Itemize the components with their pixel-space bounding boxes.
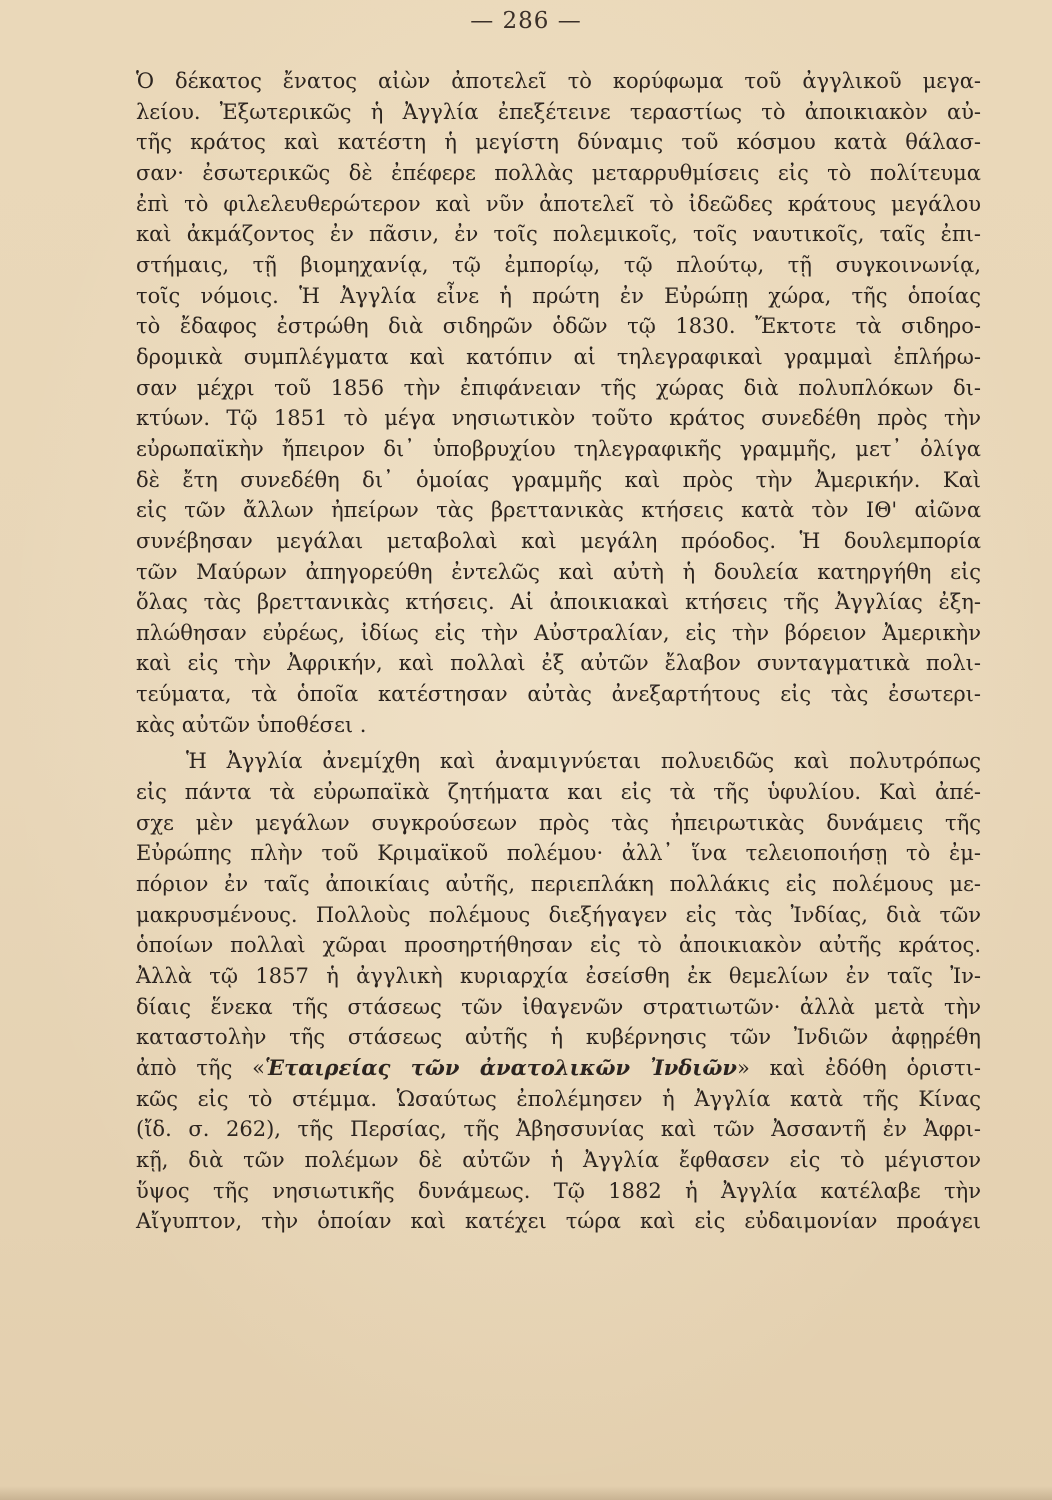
text-line: εὐρωπαϊκὴν ἤπειρον δι᾽ ὑποβρυχίου τηλεγραφικῆς γραμμῆς, μετ᾽ ὀλίγα <box>136 436 981 461</box>
text-line: ὕψος τῆς νησιωτικῆς δυνάμεως. Τῷ 1882 ἡ Ἀγγλία κατέλαβε τὴν <box>136 1178 981 1203</box>
text-line: σαν· ἐσωτερικῶς δὲ ἐπέφερε πολλὰς μεταρρυθμίσεις εἰς τὸ πολίτευμα <box>136 160 981 185</box>
paragraph-1 <box>136 66 981 740</box>
line-prefix: ἀπὸ τῆς « <box>136 1056 265 1080</box>
text-line: τεύματα, τὰ ὁποῖα κατέστησαν αὐτὰς ἀνεξαρτήτους εἰς τὰς ἐσωτερι- <box>136 682 981 707</box>
text-line: στήμαις, τῇ βιομηχανίᾳ, τῷ ἐμπορίῳ, τῷ πλούτῳ, τῇ συγκοινωνίᾳ, <box>136 252 981 277</box>
text-line: λείου. Ἐξωτερικῶς ἡ Ἀγγλία ἐπεξέτεινε τεραστίως τὸ ἀποικιακὸν αὐ- <box>136 99 981 124</box>
page-number: — 286 — <box>470 8 582 34</box>
text-line: κῶς εἰς τὸ στέμμα. Ὡσαύτως ἐπολέμησεν ἡ Ἀγγλία κατὰ τῆς Κίνας <box>136 1086 981 1111</box>
text-line: Αἴγυπτον, τὴν ὁποίαν καὶ κατέχει τώρα καὶ εἰς εὐδαιμονίαν προάγει <box>136 1209 981 1234</box>
page-bottom-edge <box>0 1486 1052 1500</box>
text-line: κτύων. Τῷ 1851 τὸ μέγα νησιωτικὸν τοῦτο κράτος συνεδέθη πρὸς τὴν <box>136 406 981 431</box>
text-line: δὲ ἔτη συνεδέθη δι᾽ ὁμοίας γραμμῆς καὶ πρὸς τὴν Ἀμερικήν. Καὶ <box>136 467 981 492</box>
text-line: ἐπὶ τὸ φιλελευθερώτερον καὶ νῦν ἀποτελεῖ τὸ ἰδεῶδες κράτους μεγάλου <box>136 191 981 216</box>
body-text <box>136 66 981 1237</box>
text-line: Ἀλλὰ τῷ 1857 ἡ ἀγγλικὴ κυριαρχία ἐσείσθη ἐκ θεμελίων ἐν ταῖς Ἰν- <box>136 964 981 989</box>
line-suffix: » καὶ ἐδόθη ὁριστι- <box>737 1056 981 1080</box>
text-line: τοῖς νόμοις. Ἡ Ἀγγλία εἶνε ἡ πρώτη ἐν Εὐρώπῃ χώρα, τῆς ὁποίας <box>136 283 981 308</box>
text-line: ὁποίων πολλαὶ χῶραι προσηρτήθησαν εἰς τὸ ἀποικιακὸν αὐτῆς κράτος. <box>136 933 981 958</box>
paragraph-2 <box>136 746 981 1237</box>
text-line: τῆς κράτος καὶ κατέστη ἡ μεγίστη δύναμις τοῦ κόσμου κατὰ θάλασ- <box>136 130 981 155</box>
text-line: τῶν Μαύρων ἀπηγορεύθη ἐντελῶς καὶ αὐτὴ ἡ δουλεία κατηργήθη εἰς <box>136 559 981 584</box>
text-line: εἰς τῶν ἄλλων ἠπείρων τὰς βρεττανικὰς κτήσεις κατὰ τὸν ΙΘ' αἰῶνα <box>136 498 981 523</box>
text-line: ὅλας τὰς βρεττανικὰς κτήσεις. Αἱ ἀποικιακαὶ κτήσεις τῆς Ἀγγλίας ἐξη- <box>136 590 981 615</box>
text-line: Ἡ Ἀγγλία ἀνεμίχθη καὶ ἀναμιγνύεται πολυειδῶς καὶ πολυτρόπως <box>186 749 981 774</box>
text-line: καταστολὴν τῆς στάσεως αὐτῆς ἡ κυβέρνησις τῶν Ἰνδιῶν ἀφῃρέθη <box>136 1025 981 1050</box>
text-line: εἰς πάντα τὰ εὐρωπαϊκὰ ζητήματα και εἰς τὰ τῆς ὑφυλίου. Καὶ ἀπέ- <box>136 780 981 805</box>
text-line: δρομικὰ συμπλέγματα καὶ κατόπιν αἱ τηλεγραφικαὶ γραμμαὶ ἐπλήρω- <box>136 344 981 369</box>
company-name-emphasis: Ἑταιρείας τῶν ἀνατολικῶν Ἰνδιῶν <box>264 1055 738 1080</box>
text-line: τὸ ἔδαφος ἐστρώθη διὰ σιδηρῶν ὁδῶν τῷ 1830. Ἔκτοτε τὰ σιδηρο- <box>136 314 981 339</box>
text-line: συνέβησαν μεγάλαι μεταβολαὶ καὶ μεγάλη πρόοδος. Ἡ δουλεμπορία <box>136 528 981 553</box>
text-line: Εὐρώπης πλὴν τοῦ Κριμαϊκοῦ πολέμου· ἀλλ᾽ ἵνα τελειοποιήσῃ τὸ ἐμ- <box>136 841 981 866</box>
text-line: σχε μὲν μεγάλων συγκρούσεων πρὸς τὰς ἠπειρωτικὰς δυνάμεις τῆς <box>136 810 981 835</box>
text-line-emphasis <box>136 1053 981 1084</box>
text-line: πόριον ἐν ταῖς ἀποικίαις αὐτῆς, περιεπλάκη πολλάκις εἰς πολέμους με- <box>136 872 981 897</box>
text-line: κῇ, διὰ τῶν πολέμων δὲ αὐτῶν ἡ Ἀγγλία ἔφθασεν εἰς τὸ μέγιστον <box>136 1147 981 1172</box>
text-line: Ὁ δέκατος ἔνατος αἰὼν ἀποτελεῖ τὸ κορύφωμα τοῦ ἀγγλικοῦ μεγα- <box>136 69 981 93</box>
text-line: σαν μέχρι τοῦ 1856 τὴν ἐπιφάνειαν τῆς χώρας διὰ πολυπλόκων δι- <box>136 375 981 400</box>
text-line: καὶ ἀκμάζοντος ἐν πᾶσιν, ἐν τοῖς πολεμικοῖς, τοῖς ναυτικοῖς, ταῖς ἐπι- <box>136 222 981 247</box>
text-line: καὶ εἰς τὴν Ἀφρικήν, καὶ πολλαὶ ἐξ αὐτῶν ἔλαβον συνταγματικὰ πολι- <box>136 651 981 676</box>
text-line: κὰς αὐτῶν ὑποθέσει . <box>136 712 367 737</box>
text-line: μακρυσμένους. Πολλοὺς πολέμους διεξήγαγεν εἰς τὰς Ἰνδίας, διὰ τῶν <box>136 902 981 927</box>
text-line: πλώθησαν εὐρέως, ἰδίως εἰς τὴν Αὐστραλίαν, εἰς τὴν βόρειον Ἀμερικὴν <box>136 620 981 645</box>
text-line: δίαις ἕνεκα τῆς στάσεως τῶν ἰθαγενῶν στρατιωτῶν· ἀλλὰ μετὰ τὴν <box>136 994 981 1019</box>
text-line: (ἴδ. σ. 262), τῆς Περσίας, τῆς Ἀβησσυνίας καὶ τῶν Ἀσσαντῆ ἐν Ἀφρι- <box>136 1117 981 1142</box>
